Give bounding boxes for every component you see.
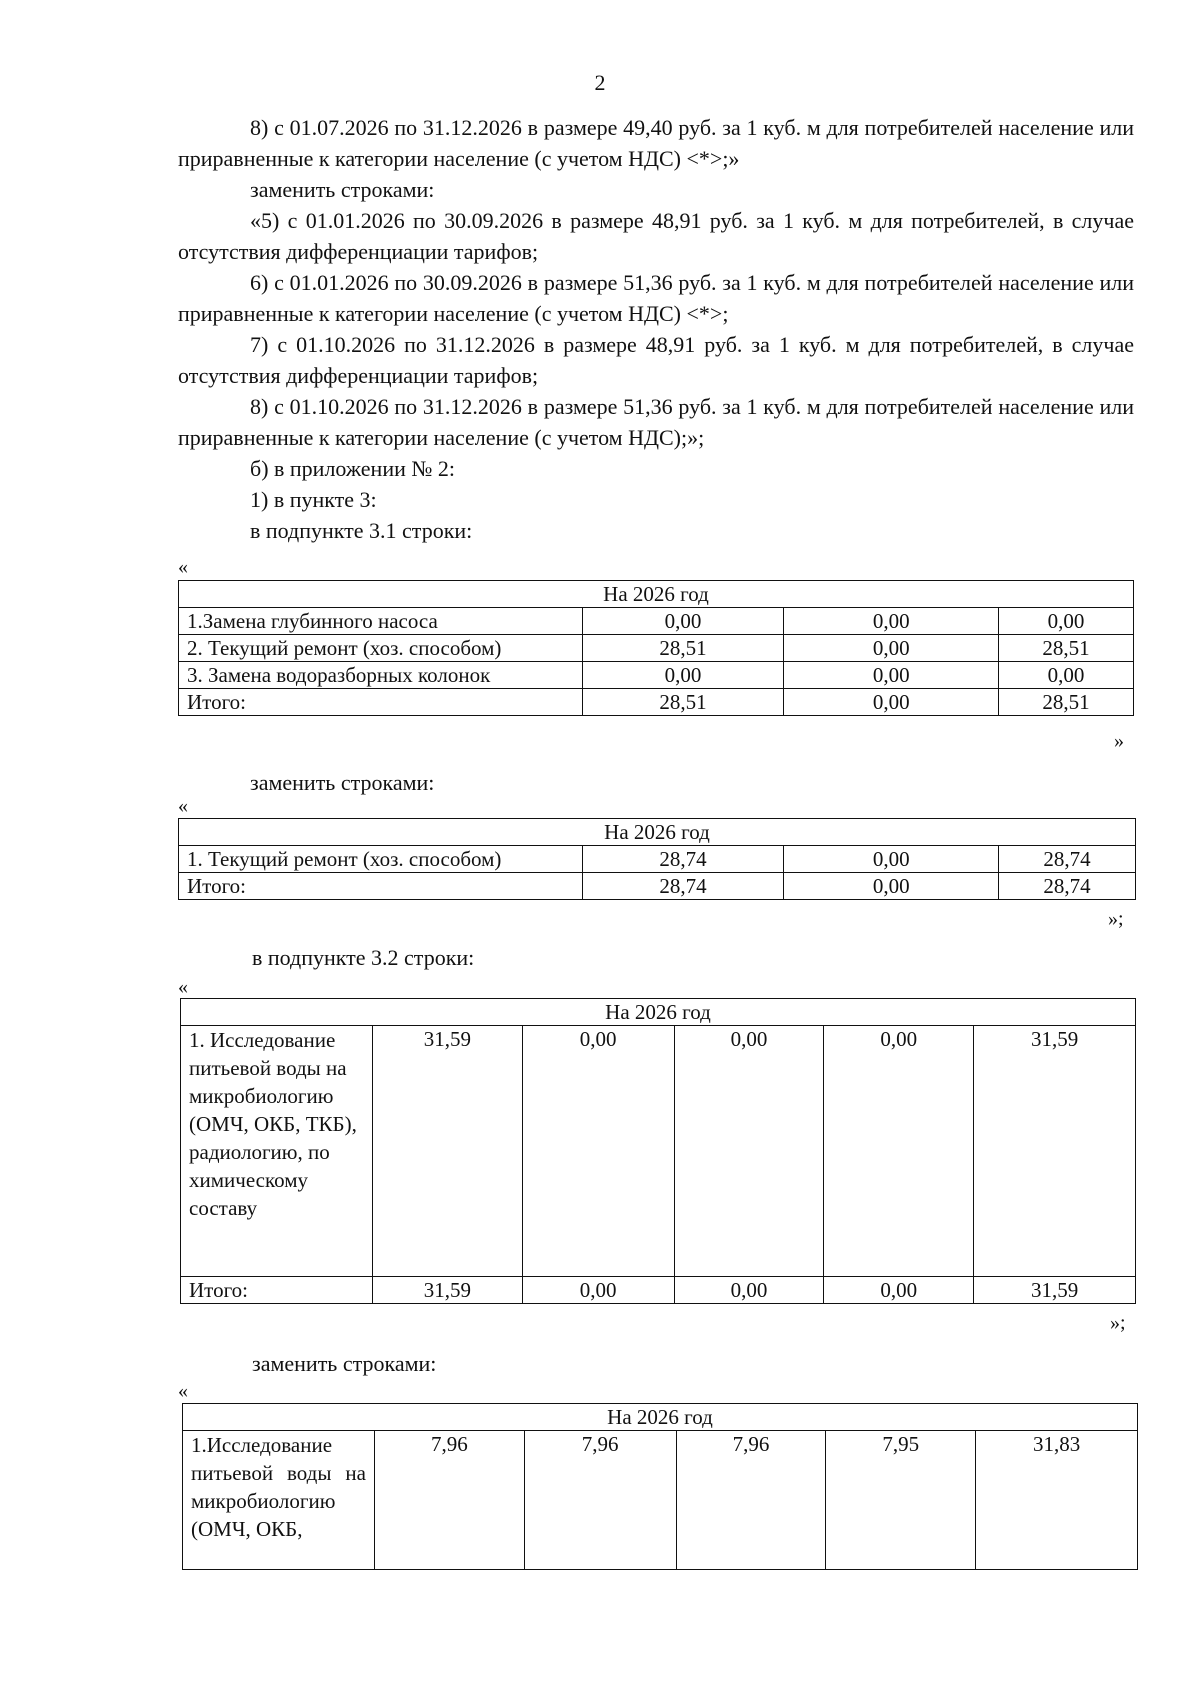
row-label: 1. Текущий ремонт (хоз. способом) xyxy=(179,846,583,873)
table-row xyxy=(179,846,1136,873)
paragraph: 6) с 01.01.2026 по 30.09.2026 в размере 51,36 руб. за 1 куб. м для потребителей население или приравненные к категории население (с учетом НДС) <*>; xyxy=(178,270,1134,326)
cell: 0,00 xyxy=(784,689,999,716)
paragraph: 8) с 01.07.2026 по 31.12.2026 в размере 49,40 руб. за 1 куб. м для потребителей население или приравненные к категории население (с учетом НДС) <*>;» xyxy=(178,115,1134,171)
quote-close: » xyxy=(1114,730,1124,752)
cell: 28,51 xyxy=(582,635,784,662)
row-label: 1. Исследование питьевой воды на микробиологию (ОМЧ, ОКБ, ТКБ), радиологию, по химическому составу xyxy=(181,1026,373,1277)
cell: 0,00 xyxy=(784,635,999,662)
quote-open: « xyxy=(178,795,188,817)
row-label: 1.Замена глубинного насоса xyxy=(179,608,583,635)
cell: 0,00 xyxy=(824,1026,974,1277)
cell: 0,00 xyxy=(784,608,999,635)
row-label: 3. Замена водоразборных колонок xyxy=(179,662,583,689)
cell: 0,00 xyxy=(784,873,999,900)
cell: 31,59 xyxy=(974,1277,1136,1304)
quote-open: « xyxy=(178,976,188,998)
body-text-top xyxy=(178,112,1134,546)
cell: 0,00 xyxy=(582,662,784,689)
paragraph: 8) с 01.10.2026 по 31.12.2026 в размере 51,36 руб. за 1 куб. м для потребителей население или приравненные к категории население (с учетом НДС);»; xyxy=(178,394,1134,450)
cell: 0,00 xyxy=(999,608,1134,635)
cell: 28,51 xyxy=(999,635,1134,662)
row-label: Итого: xyxy=(179,873,583,900)
subpoint-label: в подпункте 3.2 строки: xyxy=(252,945,475,970)
table-row xyxy=(179,635,1134,662)
quote-close: »; xyxy=(1110,1312,1126,1334)
table-3-1-original xyxy=(178,580,1134,716)
quote-close: »; xyxy=(1108,908,1124,930)
row-label: 2. Текущий ремонт (хоз. способом) xyxy=(179,635,583,662)
cell: 31,83 xyxy=(976,1431,1138,1570)
page-number: 2 xyxy=(594,70,606,95)
cell: 7,96 xyxy=(374,1431,524,1570)
table-row xyxy=(183,1431,1138,1570)
cell: 31,59 xyxy=(372,1277,522,1304)
cell: 0,00 xyxy=(824,1277,974,1304)
replace-label: заменить строками: xyxy=(250,770,435,795)
paragraph: б) в приложении № 2: xyxy=(250,456,455,481)
cell: 0,00 xyxy=(999,662,1134,689)
table-row xyxy=(179,662,1134,689)
cell: 0,00 xyxy=(582,608,784,635)
row-label: 1.Исследование питьевой воды на микробиологию (ОМЧ, ОКБ, xyxy=(183,1431,375,1570)
paragraph: 1) в пункте 3: xyxy=(250,487,377,512)
quote-open: « xyxy=(178,556,188,578)
table-header: На 2026 год xyxy=(179,819,1136,846)
cell: 0,00 xyxy=(674,1277,824,1304)
cell: 28,51 xyxy=(999,689,1134,716)
table-row xyxy=(181,1277,1136,1304)
cell: 28,74 xyxy=(999,846,1136,873)
paragraph: заменить строками: xyxy=(250,177,435,202)
cell: 28,51 xyxy=(582,689,784,716)
table-row xyxy=(179,608,1134,635)
row-label: Итого: xyxy=(179,689,583,716)
cell: 7,96 xyxy=(676,1431,826,1570)
table-header: На 2026 год xyxy=(181,999,1136,1026)
replace-label: заменить строками: xyxy=(252,1351,437,1376)
cell: 31,59 xyxy=(974,1026,1136,1277)
table-row xyxy=(179,873,1136,900)
cell: 0,00 xyxy=(522,1277,674,1304)
paragraph: в подпункте 3.1 строки: xyxy=(250,518,473,543)
table-3-1-replacement xyxy=(178,818,1136,900)
table-header: На 2026 год xyxy=(183,1404,1138,1431)
cell: 28,74 xyxy=(582,873,784,900)
paragraph: «5) с 01.01.2026 по 30.09.2026 в размере 48,91 руб. за 1 куб. м для потребителей, в случае отсутствия дифференциации тарифов; xyxy=(178,208,1134,264)
cell: 0,00 xyxy=(784,662,999,689)
table-row xyxy=(179,689,1134,716)
row-label: Итого: xyxy=(181,1277,373,1304)
table-row xyxy=(181,1026,1136,1277)
cell: 0,00 xyxy=(522,1026,674,1277)
cell: 0,00 xyxy=(784,846,999,873)
table-3-2-replacement xyxy=(182,1403,1138,1570)
cell: 28,74 xyxy=(999,873,1136,900)
cell: 28,74 xyxy=(582,846,784,873)
cell: 31,59 xyxy=(372,1026,522,1277)
cell: 7,95 xyxy=(826,1431,976,1570)
table-header: На 2026 год xyxy=(179,581,1134,608)
table-3-2-original xyxy=(180,998,1136,1304)
cell: 7,96 xyxy=(524,1431,676,1570)
cell: 0,00 xyxy=(674,1026,824,1277)
paragraph: 7) с 01.10.2026 по 31.12.2026 в размере 48,91 руб. за 1 куб. м для потребителей, в случае отсутствия дифференциации тарифов; xyxy=(178,332,1134,388)
quote-open: « xyxy=(178,1380,188,1402)
